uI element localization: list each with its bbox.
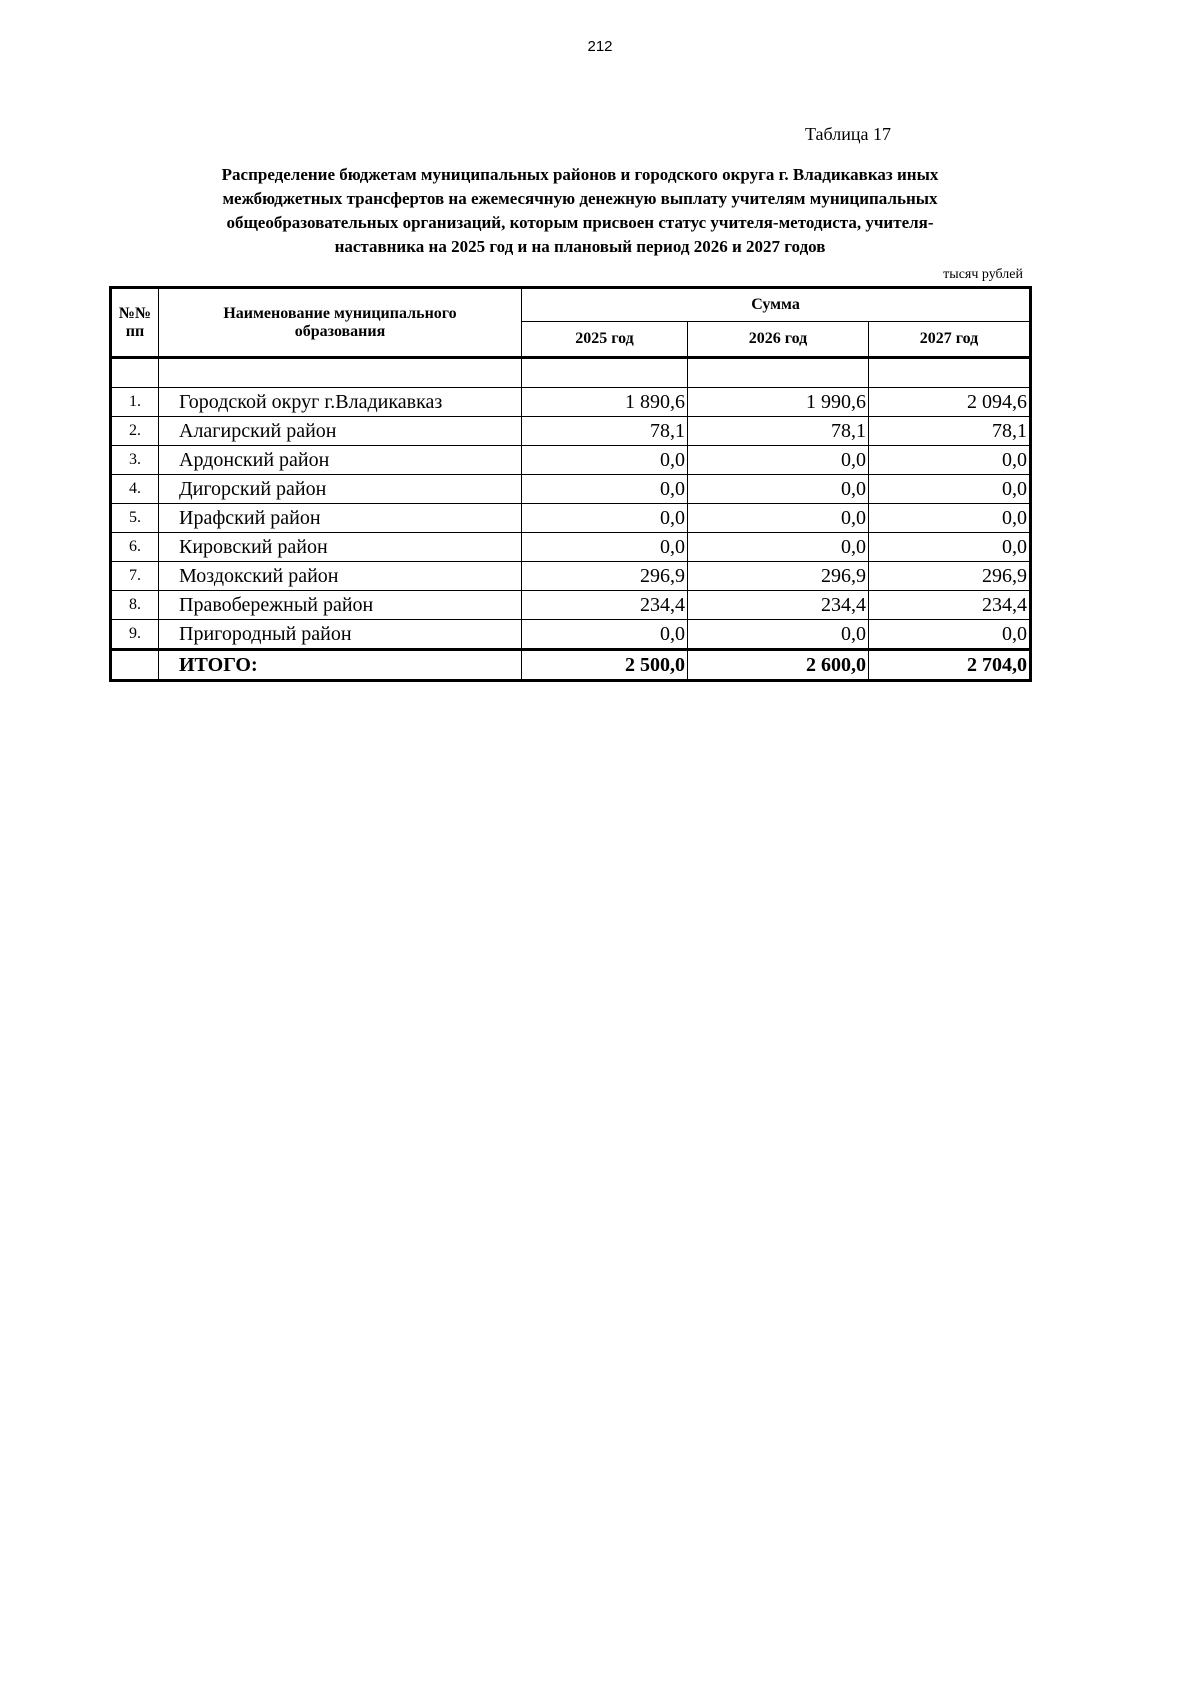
row-value-2026: 0,0	[688, 533, 869, 562]
table-row	[111, 620, 1031, 650]
header-sum: Сумма	[522, 288, 1031, 322]
row-value-2027: 0,0	[869, 446, 1031, 475]
row-value-2026: 296,9	[688, 562, 869, 591]
row-name: Правобережный район	[159, 591, 522, 620]
spacer-row	[111, 358, 1031, 388]
table-row	[111, 504, 1031, 533]
row-number: 2.	[111, 417, 159, 446]
header-name-line2: образования	[294, 322, 386, 340]
row-value-2026: 78,1	[688, 417, 869, 446]
row-number: 8.	[111, 591, 159, 620]
title-line: общеобразовательных организаций, которым присвоен статус учителя-методиста, учителя-	[226, 213, 934, 232]
row-value-2027: 2 094,6	[869, 388, 1031, 417]
total-number-cell	[111, 650, 159, 681]
row-value-2025: 0,0	[522, 475, 688, 504]
header-name-line1: Наименование муниципального	[223, 304, 457, 322]
row-name: Моздокский район	[159, 562, 522, 591]
header-year-2027: 2027 год	[869, 322, 1031, 358]
title-line: Распределение бюджетам муниципальных районов и городского округа г. Владикавказ иных	[221, 165, 939, 184]
units-label: тысяч рублей	[943, 267, 1023, 282]
row-name: Пригородный район	[159, 620, 522, 650]
row-value-2025: 0,0	[522, 620, 688, 650]
row-number: 7.	[111, 562, 159, 591]
header-number	[111, 288, 159, 358]
total-label: ИТОГО:	[159, 650, 522, 681]
header-number-line1: №№	[118, 304, 152, 322]
title-line: наставника на 2025 год и на плановый период 2026 и 2027 годов	[334, 237, 826, 256]
header-number-line2: пп	[125, 322, 145, 340]
row-value-2025: 78,1	[522, 417, 688, 446]
row-name: Городской округ г.Владикавказ	[159, 388, 522, 417]
header-name	[159, 288, 522, 358]
row-name: Ирафский район	[159, 504, 522, 533]
row-number: 5.	[111, 504, 159, 533]
row-value-2025: 0,0	[522, 504, 688, 533]
row-value-2027: 0,0	[869, 533, 1031, 562]
title-line: межбюджетных трансфертов на ежемесячную денежную выплату учителям муниципальных	[222, 189, 938, 208]
row-name: Дигорский район	[159, 475, 522, 504]
row-name: Кировский район	[159, 533, 522, 562]
budget-table	[109, 286, 1032, 682]
row-value-2027: 0,0	[869, 475, 1031, 504]
row-number: 9.	[111, 620, 159, 650]
row-value-2025: 234,4	[522, 591, 688, 620]
document-title	[120, 163, 1040, 259]
row-number: 1.	[111, 388, 159, 417]
table-row	[111, 417, 1031, 446]
table-row	[111, 533, 1031, 562]
row-value-2027: 296,9	[869, 562, 1031, 591]
row-value-2026: 1 990,6	[688, 388, 869, 417]
row-value-2026: 0,0	[688, 504, 869, 533]
row-value-2026: 0,0	[688, 475, 869, 504]
row-number: 3.	[111, 446, 159, 475]
table-row	[111, 475, 1031, 504]
table-row	[111, 446, 1031, 475]
row-value-2026: 234,4	[688, 591, 869, 620]
total-value-2027: 2 704,0	[869, 650, 1031, 681]
row-value-2027: 234,4	[869, 591, 1031, 620]
row-name: Алагирский район	[159, 417, 522, 446]
row-value-2027: 0,0	[869, 620, 1031, 650]
table-row	[111, 591, 1031, 620]
total-row	[111, 650, 1031, 681]
row-value-2025: 296,9	[522, 562, 688, 591]
row-value-2025: 1 890,6	[522, 388, 688, 417]
total-value-2025: 2 500,0	[522, 650, 688, 681]
row-value-2025: 0,0	[522, 446, 688, 475]
row-value-2026: 0,0	[688, 620, 869, 650]
row-number: 6.	[111, 533, 159, 562]
header-year-2026: 2026 год	[688, 322, 869, 358]
row-name: Ардонский район	[159, 446, 522, 475]
table-row	[111, 388, 1031, 417]
header-year-2025: 2025 год	[522, 322, 688, 358]
row-value-2027: 0,0	[869, 504, 1031, 533]
row-number: 4.	[111, 475, 159, 504]
total-value-2026: 2 600,0	[688, 650, 869, 681]
row-value-2026: 0,0	[688, 446, 869, 475]
table-row	[111, 562, 1031, 591]
row-value-2025: 0,0	[522, 533, 688, 562]
row-value-2027: 78,1	[869, 417, 1031, 446]
page-number: 212	[587, 38, 613, 55]
table-label: Таблица 17	[805, 124, 891, 144]
